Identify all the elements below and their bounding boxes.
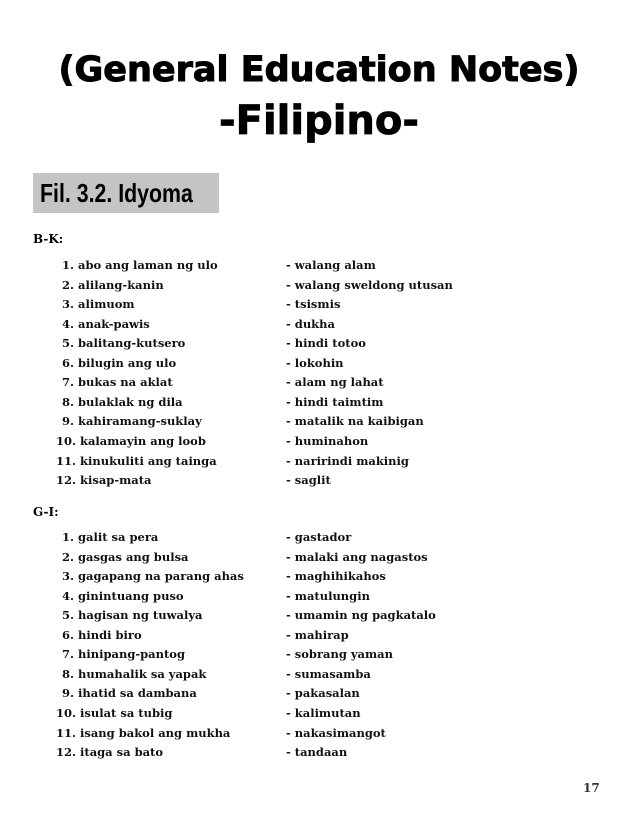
idiom-term: 8. bulaklak ng dila: [62, 394, 183, 409]
idiom-row: [0, 530, 638, 550]
idiom-term: 2. alilang-kanin: [62, 277, 164, 292]
idiom-term: 4. ginintuang puso: [62, 588, 184, 603]
idiom-meaning: - sumasamba: [286, 666, 371, 681]
idiom-term: 12. itaga sa bato: [56, 745, 164, 760]
idiom-term: 12. kisap-mata: [56, 473, 152, 488]
idiom-term: 9. kahiramang-suklay: [62, 414, 202, 429]
page-subtitle: -Filipino-: [219, 98, 419, 144]
idiom-row: [0, 569, 638, 589]
idiom-term: 3. alimuom: [62, 297, 135, 312]
idiom-meaning: - tandaan: [286, 745, 348, 760]
section-heading-box: [33, 173, 219, 213]
idiom-row: [0, 278, 638, 298]
idiom-term: 10. kalamayin ang loob: [56, 433, 206, 448]
idiom-meaning: - walang alam: [286, 258, 376, 272]
idiom-row: [0, 608, 638, 628]
idiom-term: 4. anak-pawis: [62, 316, 150, 331]
idiom-meaning: - sobrang yaman: [286, 647, 393, 662]
idiom-term: 8. humahalik sa yapak: [62, 666, 207, 681]
idiom-meaning: - kalimutan: [286, 705, 361, 720]
idiom-row: [0, 395, 638, 415]
idiom-row: [0, 356, 638, 376]
section-title: Fil. 3.2. Idyoma: [40, 177, 193, 208]
idiom-term: 7. bukas na aklat: [62, 375, 173, 390]
idiom-meaning: - tsismis: [286, 297, 341, 312]
idiom-meaning: - walang sweldong utusan: [286, 277, 453, 292]
idiom-meaning: - hindi taimtim: [286, 394, 384, 409]
idiom-row: [0, 434, 638, 454]
idiom-term: 1. abo ang laman ng ulo: [62, 258, 218, 272]
idiom-meaning: - hindi totoo: [286, 336, 366, 351]
idiom-row: [0, 317, 638, 337]
page-title: (General Education Notes): [58, 50, 580, 90]
idiom-row: [0, 454, 638, 474]
idiom-term: 5. balitang-kutsero: [62, 336, 186, 351]
idiom-meaning: - matalik na kaibigan: [286, 414, 424, 429]
idiom-term: 11. kinukuliti ang tainga: [56, 453, 217, 468]
idiom-row: [0, 589, 638, 609]
idiom-meaning: - lokohin: [286, 355, 344, 370]
page-number: 17: [583, 781, 600, 795]
idiom-meaning: - mahirap: [286, 627, 349, 642]
idiom-term: 5. hagisan ng tuwalya: [62, 608, 203, 623]
idiom-row: [0, 297, 638, 317]
group-label-g-i: G-I:: [33, 505, 59, 519]
idiom-meaning: - gastador: [286, 530, 352, 544]
idiom-row: [0, 550, 638, 570]
idiom-meaning: - pakasalan: [286, 686, 360, 701]
idiom-row: [0, 473, 638, 493]
idiom-row: [0, 745, 638, 765]
idiom-term: 7. hinipang-pantog: [62, 647, 186, 662]
idiom-row: [0, 258, 638, 278]
idiom-term: 11. isang bakol ang mukha: [56, 725, 231, 740]
idiom-term: 3. gagapang na parang ahas: [62, 569, 244, 584]
idiom-meaning: - nakasimangot: [286, 725, 386, 740]
idiom-row: [0, 628, 638, 648]
idiom-term: 10. isulat sa tubig: [56, 705, 173, 720]
idiom-row: [0, 726, 638, 746]
idiom-term: 9. ihatid sa dambana: [62, 686, 197, 701]
idiom-term: 6. hindi biro: [62, 627, 142, 642]
group-label-b-k: B-K:: [33, 232, 64, 246]
idiom-term: 2. gasgas ang bulsa: [62, 549, 189, 564]
idiom-term: 1. galit sa pera: [62, 530, 159, 544]
idiom-meaning: - alam ng lahat: [286, 375, 384, 390]
idiom-meaning: - maghihikahos: [286, 569, 386, 584]
idiom-meaning: - naririndi makinig: [286, 453, 409, 468]
idiom-row: [0, 647, 638, 667]
idiom-meaning: - matulungin: [286, 588, 370, 603]
idiom-meaning: - dukha: [286, 316, 335, 331]
idiom-term: 6. bilugin ang ulo: [62, 355, 177, 370]
idiom-meaning: - saglit: [286, 473, 331, 488]
idiom-row: [0, 686, 638, 706]
idiom-row: [0, 667, 638, 687]
idiom-row: [0, 375, 638, 395]
idiom-row: [0, 336, 638, 356]
idiom-meaning: - huminahon: [286, 433, 369, 448]
idiom-row: [0, 706, 638, 726]
idiom-meaning: - umamin ng pagkatalo: [286, 608, 436, 623]
idiom-meaning: - malaki ang nagastos: [286, 549, 428, 564]
idiom-row: [0, 414, 638, 434]
